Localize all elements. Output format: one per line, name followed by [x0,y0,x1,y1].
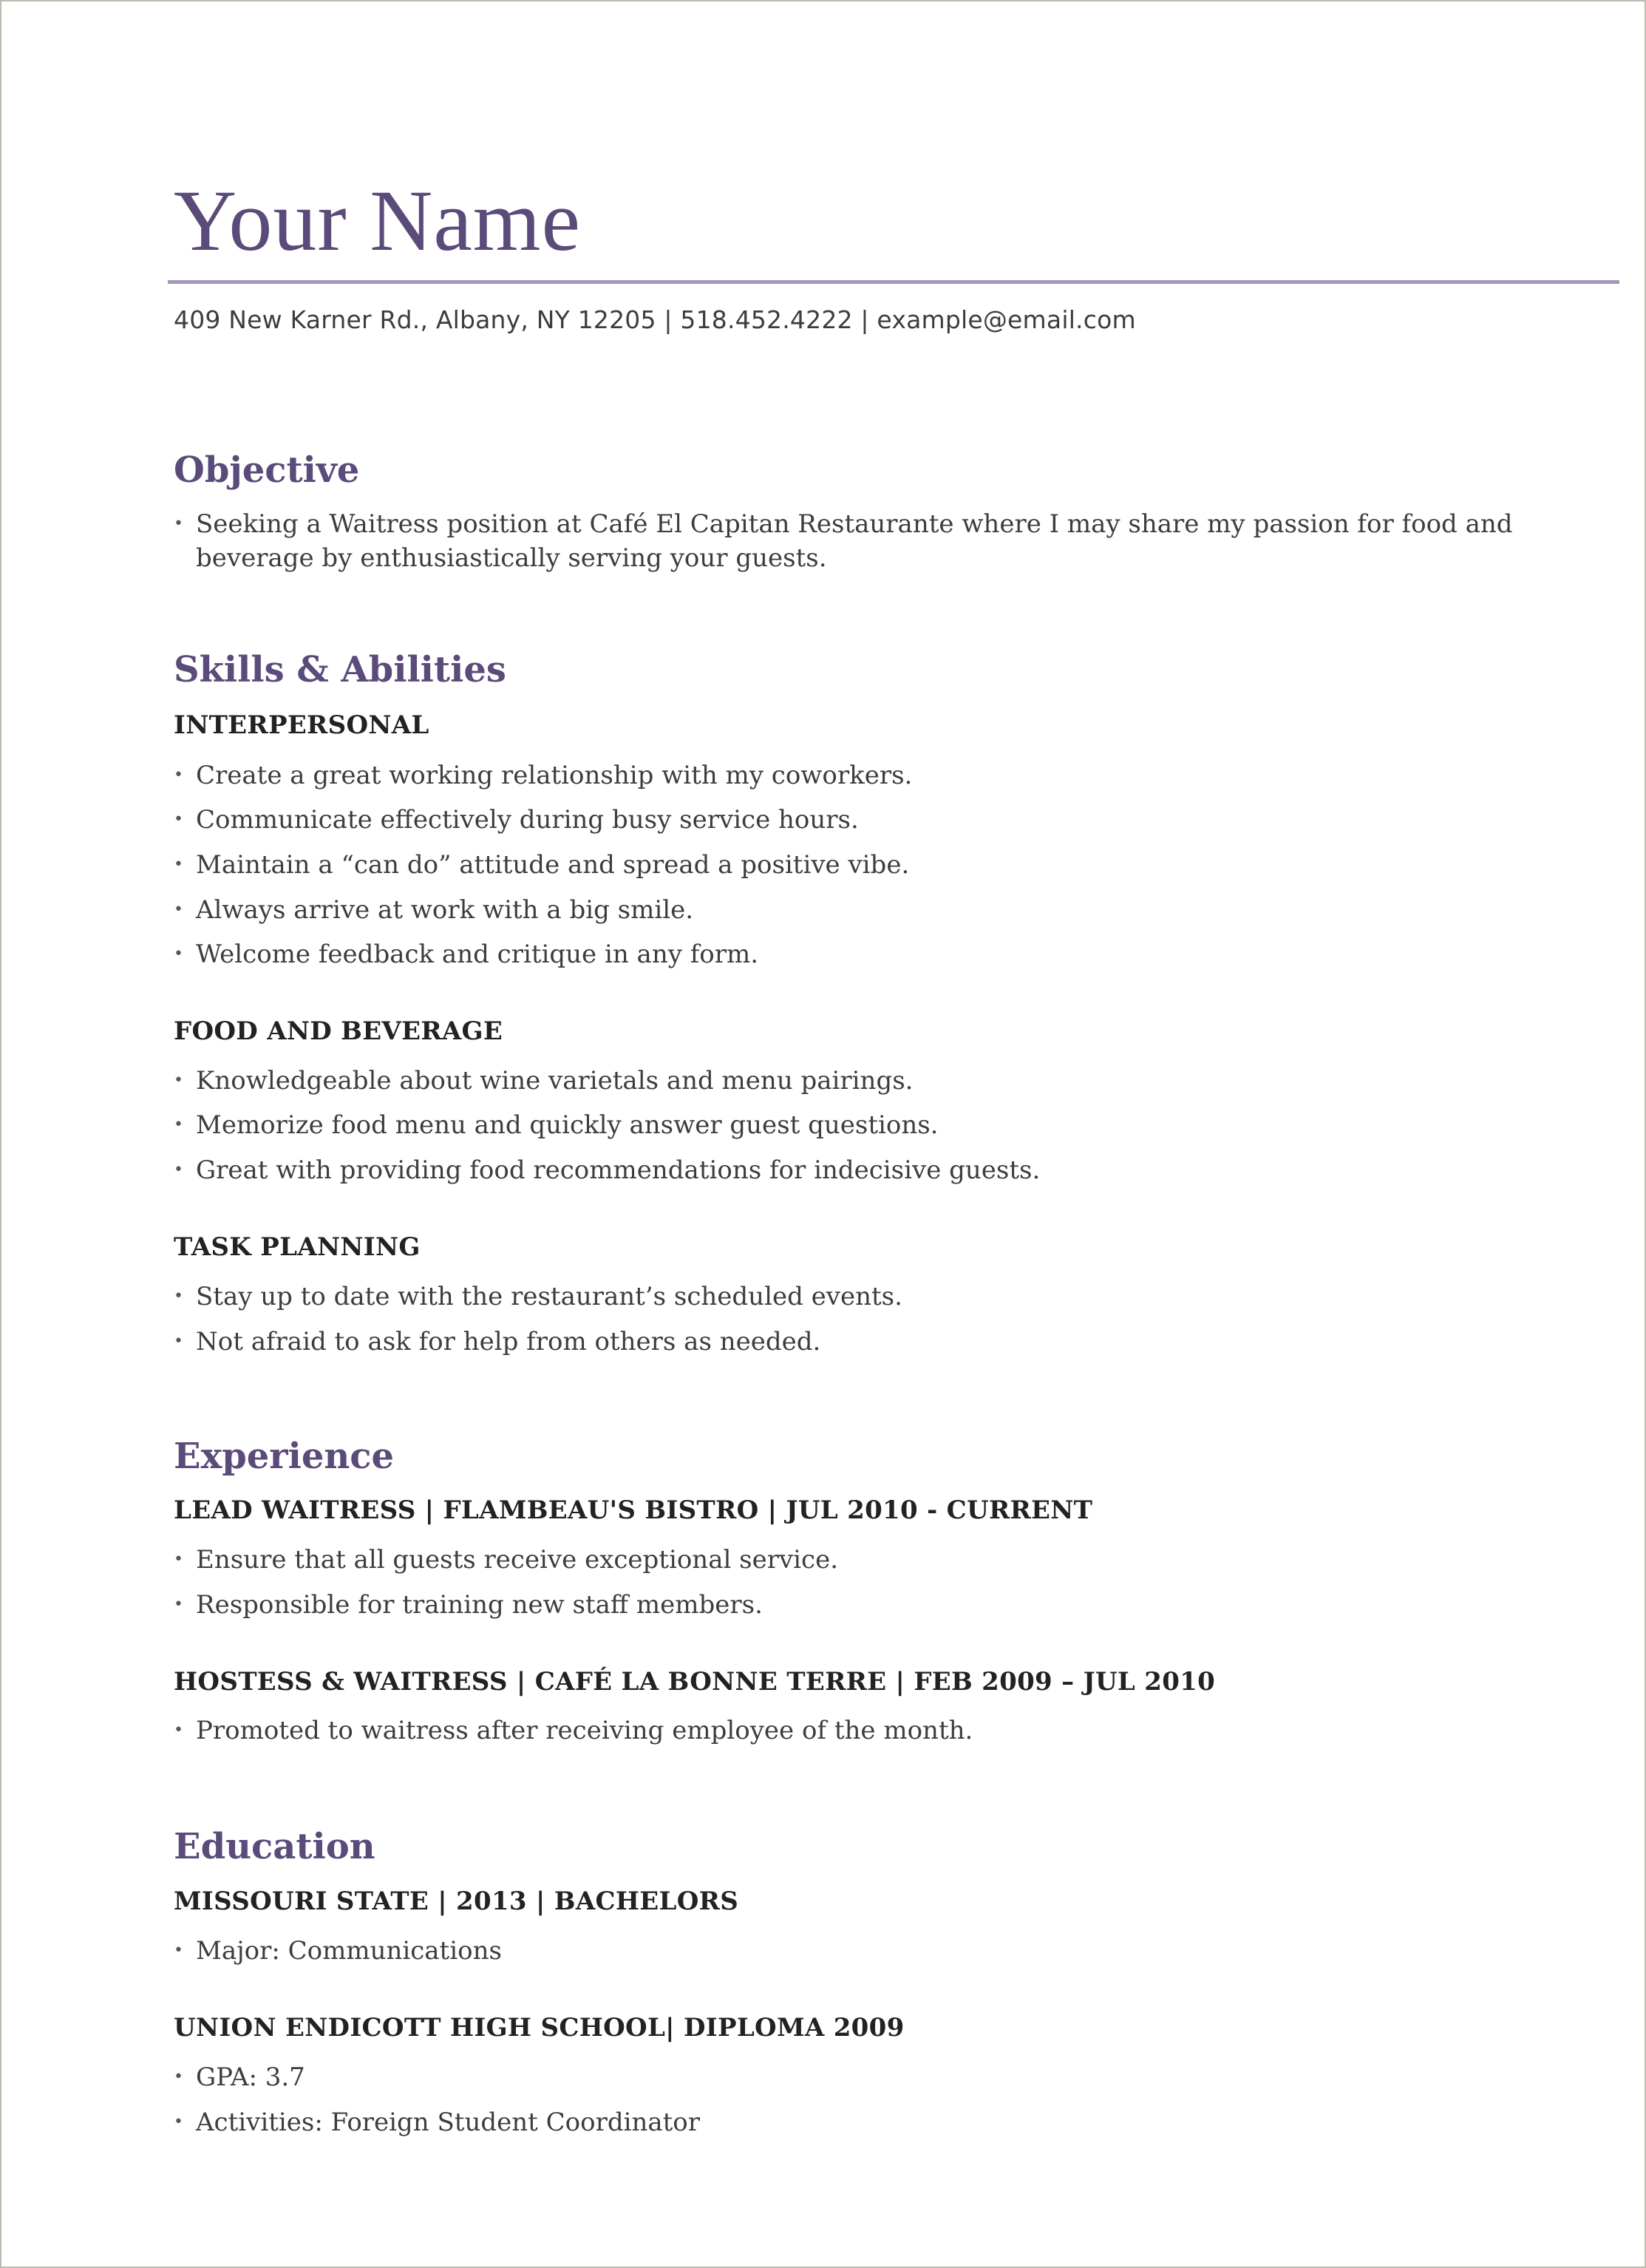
bullet-dot-icon: • [174,1941,183,1960]
education-title: Education [174,1826,375,1867]
list-item: • Great with providing food recommendations for indecisive guests. [174,1153,1578,1187]
bullet-dot-icon: • [174,1116,183,1134]
bullet-dot-icon: • [174,810,183,829]
bullet-dot-icon: • [174,1595,183,1614]
bullet-dot-icon: • [174,1287,183,1306]
skills-title: Skills & Abilities [174,649,506,690]
bullet-dot-icon: • [174,1161,183,1179]
list-item: • Major: Communications [174,1934,1578,1968]
bullet-dot-icon: • [174,2068,183,2086]
list-item: • Not afraid to ask for help from others as needed. [174,1325,1578,1359]
name-divider [168,280,1619,284]
skills-group-heading: FOOD AND BEVERAGE [174,1016,503,1046]
resume-name: Your Name [174,172,581,269]
experience-title: Experience [174,1436,395,1477]
list-item: • Welcome feedback and critique in any form. [174,937,1578,971]
contact-line: 409 New Karner Rd., Albany, NY 12205 | 518.452.4222 | example@email.com [174,305,1136,334]
bullet-dot-icon: • [174,855,183,874]
list-item: • Communicate effectively during busy service hours. [174,803,1578,837]
bullet-dot-icon: • [174,1721,183,1739]
bullet-dot-icon: • [174,2113,183,2131]
school-heading: UNION ENDICOTT HIGH SCHOOL| DIPLOMA 2009 [174,2013,905,2043]
skills-group-heading: INTERPERSONAL [174,710,429,740]
list-item: • Stay up to date with the restaurant’s scheduled events. [174,1280,1578,1314]
list-item: • Create a great working relationship with my coworkers. [174,758,1578,792]
skills-group-heading: TASK PLANNING [174,1232,421,1262]
bullet-dot-icon: • [174,766,183,784]
job-heading: LEAD WAITRESS | FLAMBEAU'S BISTRO | JUL 2010 - CURRENT [174,1495,1093,1525]
bullet-dot-icon: • [174,900,183,919]
list-item: • Maintain a “can do” attitude and spread a positive vibe. [174,848,1578,882]
bullet-dot-icon: • [174,1071,183,1090]
list-item: • Always arrive at work with a big smile. [174,893,1578,927]
bullet-dot-icon: • [174,945,183,963]
list-item: • Ensure that all guests receive exceptional service. [174,1543,1578,1577]
job-heading: HOSTESS & WAITRESS | CAFÉ LA BONNE TERRE | FEB 2009 – JUL 2010 [174,1667,1216,1697]
list-item: • Promoted to waitress after receiving employee of the month. [174,1714,1578,1748]
bullet-dot-icon: • [174,1550,183,1569]
list-item: • GPA: 3.7 [174,2060,1578,2094]
bullet-text: Seeking a Waitress position at Café El Capitan Restaurante where I may share my passion for food and beverage by enthusiastically serving your guests. [196,509,1513,573]
list-item: • Knowledgeable about wine varietals and menu pairings. [174,1064,1578,1098]
list-item: • Responsible for training new staff members. [174,1588,1578,1622]
bullet-dot-icon: • [174,515,183,533]
school-heading: MISSOURI STATE | 2013 | BACHELORS [174,1887,739,1916]
objective-title: Objective [174,449,360,491]
list-item: • Activities: Foreign Student Coordinator [174,2105,1578,2139]
bullet-dot-icon: • [174,1332,183,1351]
objective-bullet [174,507,1578,575]
list-item: • Memorize food menu and quickly answer guest questions. [174,1108,1578,1142]
